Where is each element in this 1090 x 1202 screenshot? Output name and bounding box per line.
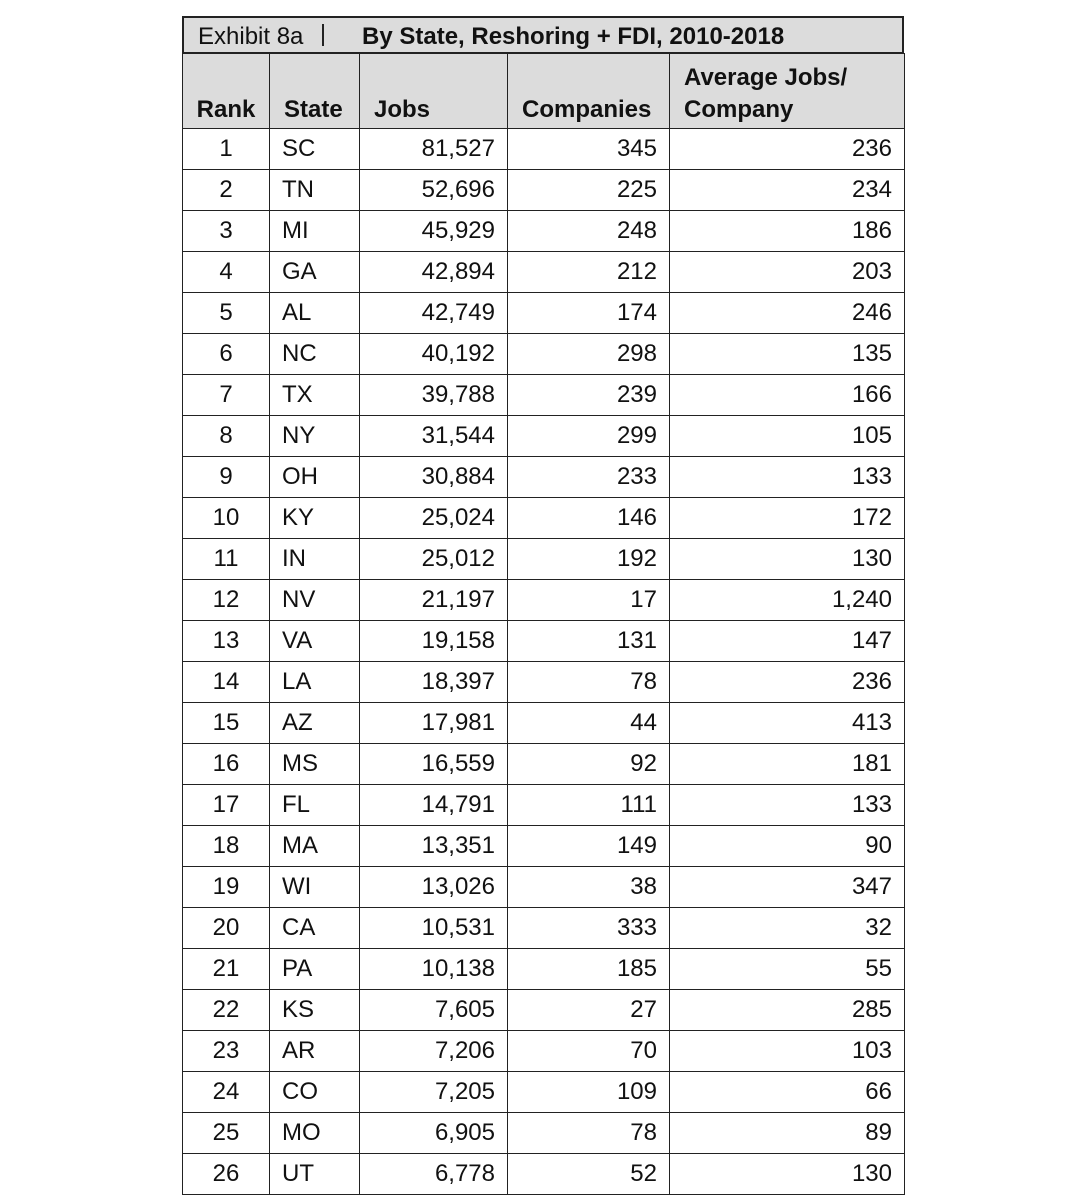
average-jobs-cell: 186 — [670, 211, 905, 252]
average-jobs-cell: 130 — [670, 1154, 905, 1195]
average-jobs-cell: 203 — [670, 252, 905, 293]
average-jobs-cell: 130 — [670, 539, 905, 580]
jobs-cell: 18,397 — [360, 662, 508, 703]
state-cell: GA — [270, 252, 360, 293]
companies-cell: 92 — [508, 744, 670, 785]
header-average-line2: Company — [684, 96, 794, 123]
jobs-cell: 6,778 — [360, 1154, 508, 1195]
rank-cell: 14 — [183, 662, 270, 703]
jobs-cell: 45,929 — [360, 211, 508, 252]
jobs-cell: 13,026 — [360, 867, 508, 908]
table-row — [183, 375, 905, 416]
header-average-jobs — [670, 54, 905, 129]
state-cell: VA — [270, 621, 360, 662]
companies-cell: 298 — [508, 334, 670, 375]
companies-cell: 78 — [508, 1113, 670, 1154]
table-row — [183, 703, 905, 744]
rank-cell: 4 — [183, 252, 270, 293]
rank-cell: 20 — [183, 908, 270, 949]
state-cell: NC — [270, 334, 360, 375]
table-row — [183, 293, 905, 334]
companies-cell: 333 — [508, 908, 670, 949]
state-cell: UT — [270, 1154, 360, 1195]
average-jobs-cell: 166 — [670, 375, 905, 416]
jobs-cell: 7,206 — [360, 1031, 508, 1072]
rank-cell: 19 — [183, 867, 270, 908]
average-jobs-cell: 32 — [670, 908, 905, 949]
table-row — [183, 826, 905, 867]
exhibit-title: By State, Reshoring + FDI, 2010-2018 — [362, 23, 785, 50]
average-jobs-cell: 413 — [670, 703, 905, 744]
companies-cell: 38 — [508, 867, 670, 908]
rank-cell: 3 — [183, 211, 270, 252]
companies-cell: 78 — [508, 662, 670, 703]
rank-cell: 18 — [183, 826, 270, 867]
table-row — [183, 1113, 905, 1154]
jobs-cell: 39,788 — [360, 375, 508, 416]
table-row — [183, 990, 905, 1031]
jobs-cell: 13,351 — [360, 826, 508, 867]
jobs-cell: 81,527 — [360, 129, 508, 170]
average-jobs-cell: 90 — [670, 826, 905, 867]
jobs-cell: 10,138 — [360, 949, 508, 990]
companies-cell: 185 — [508, 949, 670, 990]
average-jobs-cell: 246 — [670, 293, 905, 334]
average-jobs-cell: 89 — [670, 1113, 905, 1154]
table-row — [183, 1154, 905, 1195]
table-row — [183, 580, 905, 621]
companies-cell: 233 — [508, 457, 670, 498]
table-row — [183, 416, 905, 457]
state-cell: CA — [270, 908, 360, 949]
jobs-cell: 7,205 — [360, 1072, 508, 1113]
state-cell: PA — [270, 949, 360, 990]
rank-cell: 7 — [183, 375, 270, 416]
rank-cell: 6 — [183, 334, 270, 375]
rank-cell: 25 — [183, 1113, 270, 1154]
table-row — [183, 908, 905, 949]
companies-cell: 70 — [508, 1031, 670, 1072]
rank-cell: 10 — [183, 498, 270, 539]
average-jobs-cell: 133 — [670, 785, 905, 826]
rank-cell: 17 — [183, 785, 270, 826]
average-jobs-cell: 55 — [670, 949, 905, 990]
state-cell: KS — [270, 990, 360, 1031]
rank-cell: 1 — [183, 129, 270, 170]
companies-cell: 149 — [508, 826, 670, 867]
table-row — [183, 662, 905, 703]
rank-cell: 11 — [183, 539, 270, 580]
state-cell: NY — [270, 416, 360, 457]
table-row — [183, 1031, 905, 1072]
average-jobs-cell: 105 — [670, 416, 905, 457]
companies-cell: 345 — [508, 129, 670, 170]
companies-cell: 111 — [508, 785, 670, 826]
rank-cell: 5 — [183, 293, 270, 334]
companies-cell: 44 — [508, 703, 670, 744]
jobs-cell: 52,696 — [360, 170, 508, 211]
jobs-cell: 25,024 — [360, 498, 508, 539]
state-cell: KY — [270, 498, 360, 539]
companies-cell: 174 — [508, 293, 670, 334]
state-cell: AZ — [270, 703, 360, 744]
jobs-cell: 40,192 — [360, 334, 508, 375]
companies-cell: 146 — [508, 498, 670, 539]
state-cell: OH — [270, 457, 360, 498]
table-row — [183, 457, 905, 498]
average-jobs-cell: 181 — [670, 744, 905, 785]
data-table — [182, 53, 905, 1195]
companies-cell: 299 — [508, 416, 670, 457]
table-row — [183, 867, 905, 908]
header-rank: Rank — [183, 54, 270, 129]
exhibit-label: Exhibit 8a — [198, 23, 304, 50]
companies-cell: 109 — [508, 1072, 670, 1113]
rank-cell: 9 — [183, 457, 270, 498]
rank-cell: 26 — [183, 1154, 270, 1195]
table-row — [183, 949, 905, 990]
average-jobs-cell: 172 — [670, 498, 905, 539]
rank-cell: 15 — [183, 703, 270, 744]
average-jobs-cell: 103 — [670, 1031, 905, 1072]
title-divider — [322, 24, 324, 46]
state-cell: CO — [270, 1072, 360, 1113]
average-jobs-cell: 285 — [670, 990, 905, 1031]
header-average-line1: Average Jobs/ — [684, 64, 848, 91]
exhibit-table — [182, 16, 904, 1195]
companies-cell: 52 — [508, 1154, 670, 1195]
state-cell: AR — [270, 1031, 360, 1072]
companies-cell: 17 — [508, 580, 670, 621]
companies-cell: 225 — [508, 170, 670, 211]
companies-cell: 131 — [508, 621, 670, 662]
header-row — [183, 54, 905, 129]
state-cell: AL — [270, 293, 360, 334]
table-row — [183, 498, 905, 539]
rank-cell: 22 — [183, 990, 270, 1031]
companies-cell: 248 — [508, 211, 670, 252]
table-row — [183, 252, 905, 293]
average-jobs-cell: 66 — [670, 1072, 905, 1113]
average-jobs-cell: 133 — [670, 457, 905, 498]
jobs-cell: 31,544 — [360, 416, 508, 457]
state-cell: TX — [270, 375, 360, 416]
jobs-cell: 7,605 — [360, 990, 508, 1031]
jobs-cell: 30,884 — [360, 457, 508, 498]
table-row — [183, 170, 905, 211]
average-jobs-cell: 236 — [670, 662, 905, 703]
rank-cell: 23 — [183, 1031, 270, 1072]
exhibit-title-bar — [182, 16, 904, 53]
table-row — [183, 211, 905, 252]
rank-cell: 2 — [183, 170, 270, 211]
header-state: State — [270, 54, 360, 129]
header-companies: Companies — [508, 54, 670, 129]
companies-cell: 239 — [508, 375, 670, 416]
jobs-cell: 19,158 — [360, 621, 508, 662]
average-jobs-cell: 147 — [670, 621, 905, 662]
companies-cell: 212 — [508, 252, 670, 293]
table-row — [183, 785, 905, 826]
state-cell: FL — [270, 785, 360, 826]
state-cell: WI — [270, 867, 360, 908]
jobs-cell: 14,791 — [360, 785, 508, 826]
jobs-cell: 10,531 — [360, 908, 508, 949]
state-cell: LA — [270, 662, 360, 703]
rank-cell: 24 — [183, 1072, 270, 1113]
average-jobs-cell: 347 — [670, 867, 905, 908]
table-row — [183, 744, 905, 785]
jobs-cell: 21,197 — [360, 580, 508, 621]
state-cell: TN — [270, 170, 360, 211]
jobs-cell: 17,981 — [360, 703, 508, 744]
state-cell: MO — [270, 1113, 360, 1154]
rank-cell: 8 — [183, 416, 270, 457]
table-body — [183, 129, 905, 1195]
table-row — [183, 129, 905, 170]
state-cell: NV — [270, 580, 360, 621]
rank-cell: 12 — [183, 580, 270, 621]
table-row — [183, 539, 905, 580]
average-jobs-cell: 234 — [670, 170, 905, 211]
average-jobs-cell: 135 — [670, 334, 905, 375]
state-cell: MA — [270, 826, 360, 867]
rank-cell: 13 — [183, 621, 270, 662]
state-cell: MS — [270, 744, 360, 785]
state-cell: MI — [270, 211, 360, 252]
state-cell: SC — [270, 129, 360, 170]
table-row — [183, 1072, 905, 1113]
companies-cell: 27 — [508, 990, 670, 1031]
table-row — [183, 621, 905, 662]
table-row — [183, 334, 905, 375]
header-jobs: Jobs — [360, 54, 508, 129]
jobs-cell: 42,749 — [360, 293, 508, 334]
jobs-cell: 16,559 — [360, 744, 508, 785]
jobs-cell: 25,012 — [360, 539, 508, 580]
companies-cell: 192 — [508, 539, 670, 580]
rank-cell: 16 — [183, 744, 270, 785]
jobs-cell: 42,894 — [360, 252, 508, 293]
rank-cell: 21 — [183, 949, 270, 990]
average-jobs-cell: 1,240 — [670, 580, 905, 621]
average-jobs-cell: 236 — [670, 129, 905, 170]
state-cell: IN — [270, 539, 360, 580]
jobs-cell: 6,905 — [360, 1113, 508, 1154]
